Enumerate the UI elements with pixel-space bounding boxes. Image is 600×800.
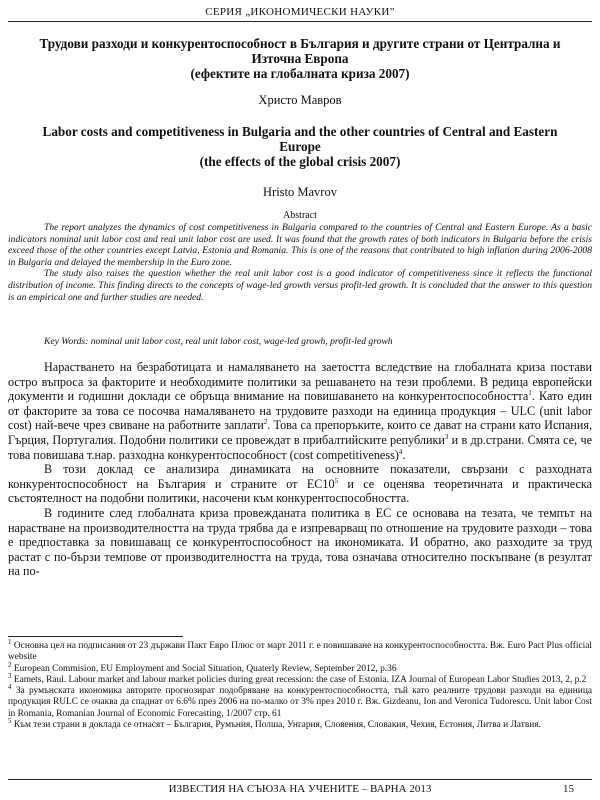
footnote-separator bbox=[8, 636, 183, 637]
abstract-heading: Abstract bbox=[283, 210, 317, 221]
keywords: Key Words: nominal unit labor cost, real unit labor cost, wage-led growh, profit-led growh bbox=[44, 336, 393, 347]
english-title-subtitle: (the effects of the global crisis 2007) bbox=[199, 154, 401, 169]
english-author: Hristo Mavrov bbox=[263, 185, 337, 199]
english-title-line: Labor costs and competitiveness in Bulgaria and the other countries of Central and Eastern bbox=[42, 124, 558, 139]
body-text-run: Нарастването на безработицата и намаляването на заетостта вследствие на глобалната криза постави остро въпроса за факторите и необходимите политики за решаването на тези проблеми. В редица европейски документи и годишни доклади се обръща внимание на повишаването на конкурентоспособността bbox=[8, 360, 592, 404]
footnote-number: 4 bbox=[8, 683, 12, 692]
footnote bbox=[8, 671, 592, 686]
footnote-ref: 2 bbox=[263, 418, 268, 427]
footnote-text: За румънската икономика авторите прогнозират подобряване на конкурентоспособността, тъй като реалните трудови разходи на единица продукция RULC се очаква да спаднат от 6.6% през 2006 на по-малко от 3% през 2010 г. Вж. Gizdeanu, Ion and Veronica Tudorescu. Unit labor Cost in Romania, Romanian Journal of Economic Forecasting, 1/2007 стр. 61 bbox=[8, 686, 592, 719]
abstract-paragraph: The study also raises the question whether the real unit labor cost is a good indicator of competitiveness since it reflects the functional distribution of income. This finding directs to the concepts of wage-led growth versus profit-led growth. It is concluded that the answer to this question is an empirical one and further studies are needed. bbox=[8, 268, 592, 303]
footnote bbox=[8, 683, 592, 720]
footnote-ref: 3 bbox=[444, 432, 449, 441]
footnote-number: 5 bbox=[8, 716, 12, 725]
footnote-number: 1 bbox=[8, 637, 12, 646]
footnote bbox=[8, 660, 592, 675]
footnote-text: European Commision, EU Employment and Social Situation, Quaterly Review, September 2012, p.36 bbox=[11, 663, 397, 674]
english-title bbox=[8, 124, 592, 169]
body-text-run: В този доклад се анализира динамиката на основните показатели, свързани с разходната конкурентоспособност на България и страните от ЕС10 bbox=[8, 462, 592, 491]
body-text-run: . Това са препоръките, които се дават на страни като Испания, Гърция, Португалия. Подобни политики се провеждат в прибалтийските републики bbox=[8, 418, 592, 447]
footnote-number: 2 bbox=[8, 660, 12, 669]
footnote bbox=[8, 637, 592, 664]
abstract-paragraph: The report analyzes the dynamics of cost competitiveness in Bulgaria compared to the countries of Central and Eastern Europe. As a basic indicators nominal unit labor cost and real unit labor cost are used. It was found that the growth rates of both indicators in Bulgaria before the crisis exceed those of the other countries except Latvia, Estonia and Romania. This is one of the reasons that contributed to high inflation during 2006-2008 in Bulgaria and delayed the membership in the Euro zone. bbox=[8, 222, 592, 268]
bulgarian-title-subtitle: (ефектите на глобалната криза 2007) bbox=[190, 66, 410, 81]
footnote-text: Основна цел на подписания от 23 държави Пакт Евро Плюс от март 2011 г. е повишаване на конкурентоспособността. Вж. Euro Pact Plus official website bbox=[8, 641, 592, 663]
footnote-text: Eamets, Raul. Labour market and labour market policies during great recession: the case of Estonia. IZA Journal of European Labor Studies 2013, 2, p.2 bbox=[11, 674, 587, 685]
body-text-run: и в др.страни. Смята се, че това повишава т.нар. разходна конкурентоспособност (cost competitiveness) bbox=[8, 432, 592, 462]
bulgarian-title-line: Източна Европа bbox=[251, 51, 349, 66]
journal-name: ИЗВЕСТИЯ НА СЪЮЗА НА УЧЕНИТЕ – ВАРНА 2013 bbox=[168, 783, 432, 795]
footnote bbox=[8, 716, 592, 731]
running-footer bbox=[8, 779, 592, 797]
body-paragraph: В годините след глобалната криза провежданата политика в ЕС се основава на тезата, че темпът на нарастване на производителността на труда трябва да е изпреварващ по отношение на трудовите разходи – това е предпоставка за повишаващ се конкурентоспособност на икономиката. И обратно, ако разходите за труд растат с по-бързи темпове от производителността на труда, това означава относително поскъпване (в резултат на по- bbox=[8, 505, 592, 579]
english-title-line: Europe bbox=[279, 139, 321, 154]
bulgarian-author: Христо Мавров bbox=[258, 93, 342, 107]
footnote-ref: 1 bbox=[528, 389, 532, 398]
bulgarian-title bbox=[8, 36, 592, 81]
body-text bbox=[8, 360, 592, 579]
body-text-run: . Като един от факторите за това се посочва намаляването на трудовите разходи на единица продукция – ULC (unit labor cost) най-вече чрез свиване на работните заплати bbox=[8, 389, 592, 433]
series-title: СЕРИЯ „ИКОНОМИЧЕСКИ НАУКИ” bbox=[205, 6, 395, 18]
body-text-run: и се оценява теоретичната и практическа състоятелност на подобни политики, насочени към конкурентоспособността. bbox=[8, 476, 592, 506]
body-paragraph bbox=[8, 462, 592, 506]
footnote-ref: 5 bbox=[334, 476, 339, 485]
footnote-ref: 4 bbox=[398, 447, 403, 456]
footnote-number: 3 bbox=[8, 671, 12, 680]
page-number: 15 bbox=[563, 783, 574, 795]
footnotes bbox=[8, 637, 592, 731]
running-header bbox=[8, 6, 592, 22]
abstract bbox=[8, 222, 592, 303]
body-text-run: . bbox=[402, 447, 406, 462]
footnote-text: Към тези страни в доклада се отнасят – България, Румъния, Полша, Унгария, Словения, Словакия, Чехия, Естония, Литва и Латвия. bbox=[11, 720, 541, 731]
body-paragraph bbox=[8, 360, 592, 462]
bulgarian-title-line: Трудови разходи и конкурентоспособност в България и другите страни от Централна и bbox=[39, 36, 561, 51]
